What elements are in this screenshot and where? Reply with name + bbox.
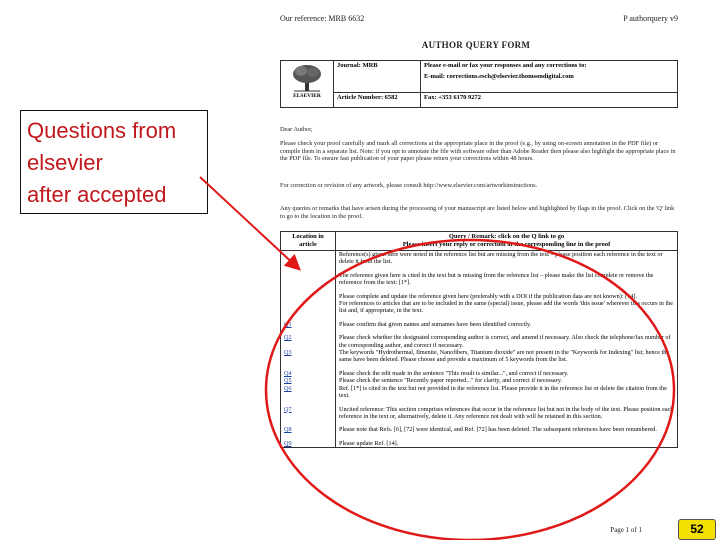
intro-paragraph: Please check your proof carefully and mark all corrections at the appropriate place in the proof (e.g., by using on-screen annotation in the PDF file) or compile them in a separate list. Note: if you opt to annotate the file with software other than Adobe Reader then please also highlight the appropriate place in the PDF file. To ensure fast publication of your paper please return your corrections within 48 hours. (280, 140, 676, 163)
our-reference: Our reference: MRB 6632 (280, 14, 365, 23)
query-location-link[interactable]: Q6 (281, 385, 336, 400)
slide-number-badge: 52 (678, 519, 716, 540)
form-title: AUTHOR QUERY FORM (421, 40, 531, 50)
query-text: Please check whether the designated corresponding author is correct, and amend if necessary. Also check the telephone/fax number of the corresponding author, and correct if necessary. (336, 334, 678, 349)
annotation-circle (266, 240, 674, 540)
query-text: The keywords "Hydrothermal, Ilmenite, Nanofibers, Titanium dioxide" are not present in the "Keywords for Indexing" list; hence the same have been deleted. Please choose and provide a maximum of 5 keywords from the list. (336, 349, 678, 364)
general-query-text: Reference(s) given here were noted in the reference list but are missing from the text – please position each reference in the text or delete it from the list. (336, 251, 678, 266)
query-header-line2: Please insert your reply or correction at the corresponding line in the proof (402, 241, 611, 248)
query-text: Please update Ref. [14]. (336, 440, 678, 448)
publisher-name: ELSEVIER (293, 93, 321, 99)
greeting: Dear Author, (280, 126, 313, 133)
general-query-text: Please complete and update the reference given here (preferably with a DOI if the publication data are not known): [14]. For references to articles that are to be included in the same (special) issue, please add the words 'this issue' wherever this occurs in the list and, if appropriate, in the text. (336, 293, 678, 315)
contact-heading: Please e-mail or fax your responses and any corrections to: (424, 62, 587, 69)
location-header: Location in article (281, 232, 336, 251)
query-header-line1: Query / Remark: click on the Q link to go (448, 233, 565, 240)
query-text: Please confirm that given names and surnames have been identified correctly. (336, 321, 678, 328)
query-location-link[interactable]: Q2 (281, 334, 336, 349)
query-location-link[interactable]: Q7 (281, 406, 336, 421)
journal-name: Journal: MRB (334, 61, 421, 93)
annotation-callout-text: Questions from elsevier after accepted (27, 118, 177, 207)
query-location-link[interactable]: Q4 (281, 370, 336, 377)
journal-code: P authorquery v9 (623, 14, 678, 23)
query-text: Please note that Refs. [6], [72] were identical, and Ref. [72] has been deleted. The subsequent references have been renumbered. (336, 426, 678, 433)
article-number: Article Number: 6582 (334, 92, 421, 107)
annotation-arrow (200, 177, 298, 268)
queries-note: Any queries or remarks that have arisen during the processing of your manuscript are listed below and highlighted by flags in the proof. Click on the 'Q' link to go to the location in the proof. (280, 205, 675, 220)
query-location-link[interactable]: Q5 (281, 377, 336, 384)
query-location-link[interactable]: Q1 (281, 321, 336, 328)
query-text: Ref. [1*] is cited in the text but not provided in the reference list. Please provide it in the reference list or delete the citation from the text. (336, 385, 678, 400)
query-text: Please check the edit made in the sentence "This result is similar...", and correct if necessary. (336, 370, 678, 377)
page-label: Page 1 of 1 (610, 526, 642, 534)
query-location-link[interactable]: Q9 (281, 440, 336, 448)
general-query-text: The reference given here is cited in the text but is missing from the reference list – please make the list complete or remove the reference from the text: [1*]. (336, 272, 678, 287)
query-text: Uncited reference: This section comprises references that occur in the reference list but not in the body of the text. Please position each reference in the text or, alternatively, delete it. Any reference not dealt with will be retained in this section. (336, 406, 678, 421)
contact-fax: Fax: +353 6170 9272 (421, 92, 678, 107)
query-location-link[interactable]: Q3 (281, 349, 336, 364)
query-text: Please check the sentence "Recently paper reported..." for clarity, and correct if necessary. (336, 377, 678, 384)
artwork-note: For correction or revision of any artwork, please consult http://www.elsevier.com/artworkinstructions. (280, 182, 538, 189)
contact-email: E-mail: corrections.esch@elsevier.thomsondigital.com (424, 73, 574, 80)
query-location-link[interactable]: Q8 (281, 426, 336, 433)
